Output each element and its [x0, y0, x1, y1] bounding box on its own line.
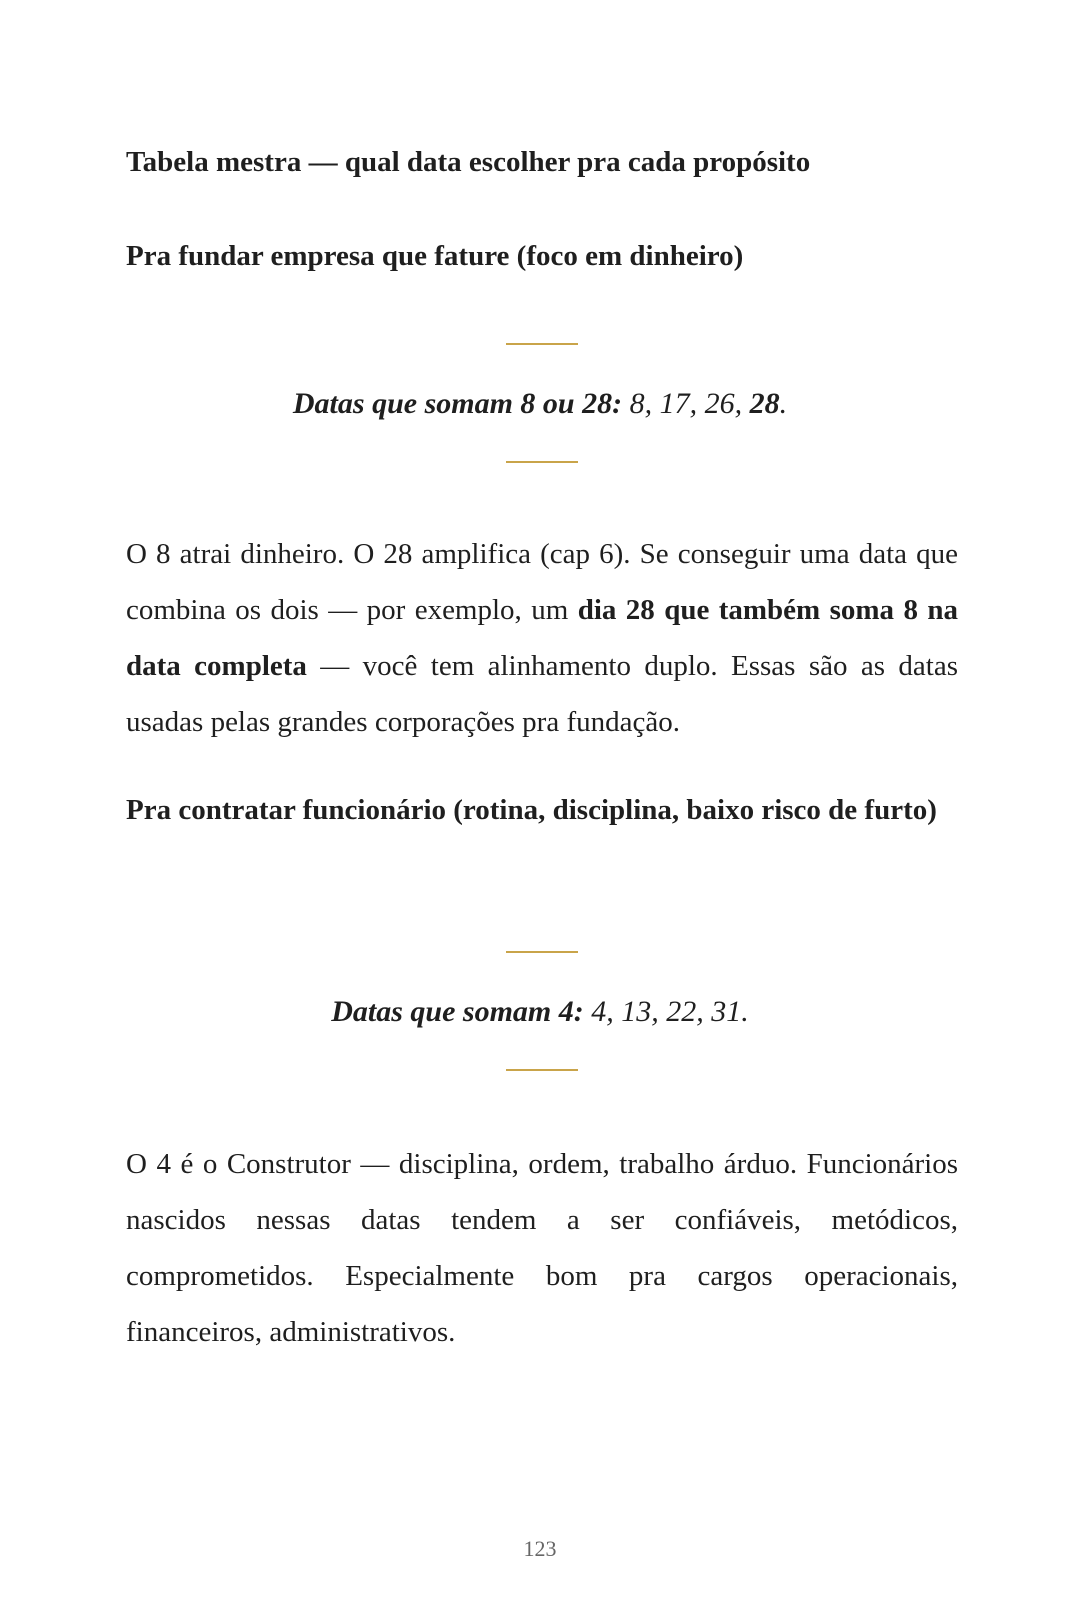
page-number: 123 — [523, 1536, 557, 1561]
section1-bottom-divider — [506, 461, 578, 463]
section1-dates-values: 8, 17, 26, — [622, 387, 750, 420]
main-heading: Tabela mestra — qual data escolher pra cada propósito — [126, 146, 811, 178]
section1-heading: Pra fundar empresa que fature (foco em dinheiro) — [126, 240, 744, 272]
section2-paragraph: O 4 é o Construtor — disciplina, ordem, trabalho árduo. Funcionários nascidos nessas datas tendem a ser confiáveis, metódicos, comprometidos. Especialmente bom pra cargos operacionais, financeiros, administrativos. — [126, 1148, 958, 1348]
section1-paragraph — [126, 526, 958, 750]
section2-heading-block — [126, 782, 958, 838]
section2-paragraph-block — [126, 1136, 958, 1360]
section2-dates-values: 4, 13, 22, 31. — [583, 995, 749, 1028]
section1-paragraph-part-b: — você tem alinhamento duplo. Essas são as datas usadas pelas grandes corporações pra fundação. — [126, 650, 958, 738]
section2-dates-lead: Datas que somam 4: — [331, 995, 584, 1028]
section1-dates-strong: 28 — [749, 387, 780, 420]
section2-heading: Pra contratar funcionário (rotina, disciplina, baixo risco de furto) — [126, 794, 937, 826]
section1-dates-lead: Datas que somam 8 ou 28: — [292, 387, 623, 420]
section2-bottom-divider — [506, 1069, 578, 1071]
section2-top-divider — [506, 951, 578, 953]
section1-paragraph-bold: dia 28 que também soma 8 na data completa — [126, 594, 959, 682]
section1-dates-line — [0, 384, 1080, 424]
section1-heading-block — [126, 228, 958, 284]
section1-paragraph-part-a: O 8 atrai dinheiro. O 28 amplifica (cap 6). Se conseguir uma data que combina os dois — por exemplo, um — [126, 538, 958, 626]
main-heading-block — [126, 134, 958, 190]
section2-dates-line — [0, 992, 1080, 1032]
section1-top-divider — [506, 343, 578, 345]
section1-dates-end: . — [779, 387, 788, 420]
section1-paragraph-block — [126, 526, 958, 750]
